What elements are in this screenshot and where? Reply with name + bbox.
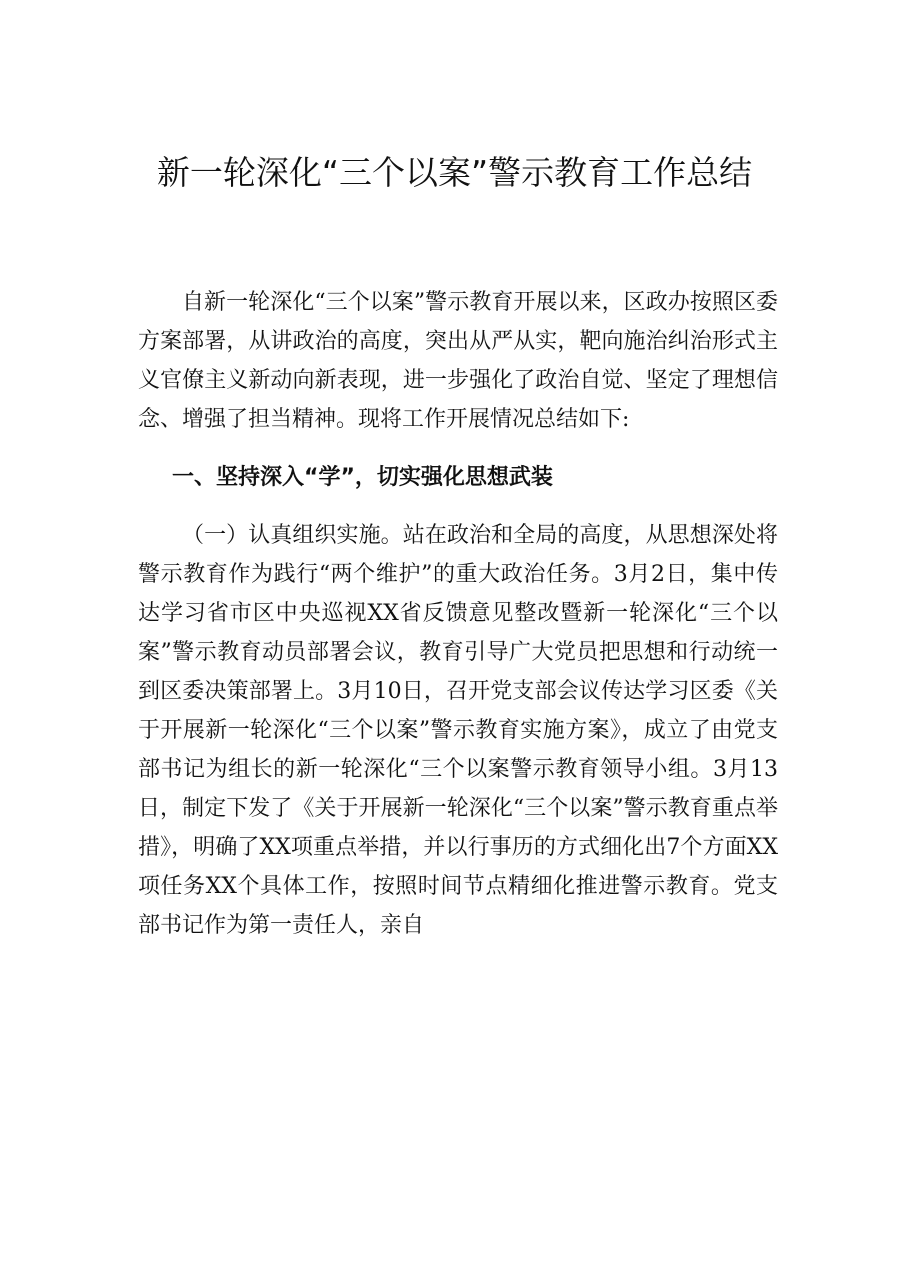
section-heading: 一、坚持深入“学”，切实强化思想武装 bbox=[172, 465, 553, 490]
document-body bbox=[138, 283, 778, 945]
section-paragraph: （一）认真组织实施。站在政治和全局的高度，从思想深处将警示教育作为践行“两个维护”的重大政治任务。3月2日，集中传达学习省市区中央巡视XX省反馈意见整改暨新一轮深化“三个以案”警示教育动员部署会议，教育引导广大党员把思想和行动统一到区委决策部署上。3月10日，召开党支部会议传达学习区委《关于开展新一轮深化“三个以案”警示教育实施方案》，成立了由党支部书记为组长的新一轮深化“三个以案警示教育领导小组。3月13日，制定下发了《关于开展新一轮深化“三个以案”警示教育重点举措》，明确了XX项重点举措，并以行事历的方式细化出7个方面XX项任务XX个具体工作，按照时间节点精细化推进警示教育。党支部书记作为第一责任人，亲自 bbox=[138, 523, 778, 938]
intro-paragraph: 自新一轮深化“三个以案”警示教育开展以来，区政办按照区委方案部署，从讲政治的高度，突出从严从实，靶向施治纠治形式主义官僚主义新动向新表现，进一步强化了政治自觉、坚定了理想信念、增强了担当精神。现将工作开展情况总结如下: bbox=[138, 290, 778, 432]
document-title: 新一轮深化“三个以案”警示教育工作总结 bbox=[156, 153, 753, 192]
